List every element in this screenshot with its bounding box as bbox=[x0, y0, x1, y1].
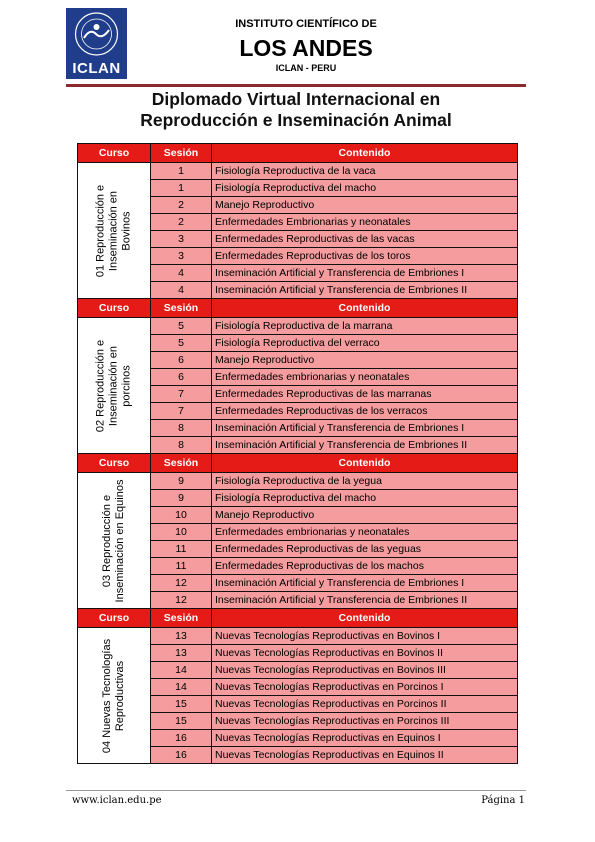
institute-line-1: INSTITUTO CIENTÍFICO DE bbox=[235, 18, 377, 30]
footer-rule bbox=[66, 790, 526, 791]
column-header-sesion: Sesión bbox=[151, 454, 212, 473]
course-name-line: 01 Reproducción e bbox=[94, 184, 107, 277]
program-table bbox=[77, 143, 518, 764]
course-cell bbox=[78, 473, 151, 609]
session-number: 14 bbox=[151, 679, 212, 696]
session-number: 11 bbox=[151, 558, 212, 575]
content-topic: Fisiología Reproductiva de la yegua bbox=[212, 473, 518, 490]
session-number: 9 bbox=[151, 490, 212, 507]
iclan-logo bbox=[66, 8, 127, 79]
logo-text: ICLAN bbox=[72, 60, 121, 77]
content-topic: Fisiología Reproductiva del verraco bbox=[212, 335, 518, 352]
session-number: 10 bbox=[151, 507, 212, 524]
session-number: 4 bbox=[151, 265, 212, 282]
content-topic: Nuevas Tecnologías Reproductivas en Bovinos II bbox=[212, 645, 518, 662]
course-name-line: 04 Nuevas Tecnologías bbox=[101, 638, 113, 753]
session-number: 3 bbox=[151, 248, 212, 265]
course-name bbox=[101, 638, 127, 752]
content-topic: Nuevas Tecnologías Reproductivas en Bovinos III bbox=[212, 662, 518, 679]
content-topic: Nuevas Tecnologías Reproductivas en Porcinos II bbox=[212, 696, 518, 713]
column-header-contenido: Contenido bbox=[212, 144, 518, 163]
content-topic: Nuevas Tecnologías Reproductivas en Bovinos I bbox=[212, 628, 518, 645]
content-topic: Enfermedades Reproductivas de las vacas bbox=[212, 231, 518, 248]
content-topic: Enfermedades Reproductivas de los verracos bbox=[212, 403, 518, 420]
content-topic: Enfermedades Reproductivas de los toros bbox=[212, 248, 518, 265]
session-number: 3 bbox=[151, 231, 212, 248]
content-topic: Enfermedades Reproductivas de las marranas bbox=[212, 386, 518, 403]
course-cell bbox=[78, 318, 151, 454]
table-header-row bbox=[78, 299, 518, 318]
content-topic: Enfermedades Reproductivas de los machos bbox=[212, 558, 518, 575]
content-topic: Nuevas Tecnologías Reproductivas en Porcinos I bbox=[212, 679, 518, 696]
course-name-line: Inseminación en Equinos bbox=[114, 479, 126, 602]
column-header-sesion: Sesión bbox=[151, 299, 212, 318]
content-topic: Inseminación Artificial y Transferencia de Embriones I bbox=[212, 265, 518, 282]
content-topic: Enfermedades embrionarias y neonatales bbox=[212, 524, 518, 541]
content-topic: Manejo Reproductivo bbox=[212, 352, 518, 369]
page-title-line-1: Diplomado Virtual Internacional en bbox=[151, 89, 441, 109]
institute-line-3: ICLAN - PERU bbox=[275, 63, 337, 73]
session-number: 8 bbox=[151, 420, 212, 437]
session-number: 1 bbox=[151, 180, 212, 197]
header-rule bbox=[66, 84, 526, 87]
content-topic: Nuevas Tecnologías Reproductivas en Equinos II bbox=[212, 747, 518, 764]
table-header-row bbox=[78, 144, 518, 163]
session-number: 12 bbox=[151, 575, 212, 592]
course-name-line: porcinos bbox=[120, 364, 133, 407]
content-topic: Enfermedades embrionarias y neonatales bbox=[212, 369, 518, 386]
content-topic: Inseminación Artificial y Transferencia de Embriones II bbox=[212, 282, 518, 299]
session-number: 7 bbox=[151, 403, 212, 420]
table-row bbox=[78, 163, 518, 180]
content-topic: Inseminación Artificial y Transferencia de Embriones II bbox=[212, 592, 518, 609]
session-number: 5 bbox=[151, 318, 212, 335]
session-number: 11 bbox=[151, 541, 212, 558]
content-topic: Fisiología Reproductiva del macho bbox=[212, 490, 518, 507]
session-number: 16 bbox=[151, 747, 212, 764]
content-topic: Fisiología Reproductiva de la vaca bbox=[212, 163, 518, 180]
session-number: 4 bbox=[151, 282, 212, 299]
column-header-sesion: Sesión bbox=[151, 609, 212, 628]
course-name-line: Reproductivas bbox=[114, 660, 126, 731]
session-number: 6 bbox=[151, 369, 212, 386]
table-row bbox=[78, 318, 518, 335]
session-number: 13 bbox=[151, 628, 212, 645]
session-number: 6 bbox=[151, 352, 212, 369]
session-number: 2 bbox=[151, 197, 212, 214]
session-number: 5 bbox=[151, 335, 212, 352]
session-number: 10 bbox=[151, 524, 212, 541]
footer-page-number: Página 1 bbox=[481, 795, 525, 806]
session-number: 16 bbox=[151, 730, 212, 747]
course-name-line: 03 Reproducción e bbox=[101, 494, 113, 587]
column-header-curso: Curso bbox=[78, 299, 151, 318]
content-topic: Inseminación Artificial y Transferencia de Embriones II bbox=[212, 437, 518, 454]
session-number: 14 bbox=[151, 662, 212, 679]
content-topic: Fisiología Reproductiva del macho bbox=[212, 180, 518, 197]
content-topic: Inseminación Artificial y Transferencia de Embriones I bbox=[212, 420, 518, 437]
course-cell bbox=[78, 163, 151, 299]
content-topic: Enfermedades Embrionarias y neonatales bbox=[212, 214, 518, 231]
column-header-contenido: Contenido bbox=[212, 609, 518, 628]
session-number: 2 bbox=[151, 214, 212, 231]
column-header-contenido: Contenido bbox=[212, 454, 518, 473]
session-number: 12 bbox=[151, 592, 212, 609]
session-number: 8 bbox=[151, 437, 212, 454]
column-header-sesion: Sesión bbox=[151, 144, 212, 163]
content-topic: Nuevas Tecnologías Reproductivas en Equinos I bbox=[212, 730, 518, 747]
course-name-line: Inseminación en bbox=[107, 190, 120, 271]
table-row bbox=[78, 628, 518, 645]
session-number: 9 bbox=[151, 473, 212, 490]
session-number: 15 bbox=[151, 713, 212, 730]
column-header-curso: Curso bbox=[78, 454, 151, 473]
session-number: 1 bbox=[151, 163, 212, 180]
content-topic: Enfermedades Reproductivas de las yeguas bbox=[212, 541, 518, 558]
table-header-row bbox=[78, 609, 518, 628]
course-name bbox=[95, 184, 134, 276]
table-header-row bbox=[78, 454, 518, 473]
content-topic: Manejo Reproductivo bbox=[212, 507, 518, 524]
course-cell bbox=[78, 628, 151, 764]
content-topic: Inseminación Artificial y Transferencia de Embriones I bbox=[212, 575, 518, 592]
course-name-line: Bovinos bbox=[120, 210, 133, 251]
column-header-contenido: Contenido bbox=[212, 299, 518, 318]
session-number: 15 bbox=[151, 696, 212, 713]
document-header bbox=[66, 8, 526, 80]
course-name-line: Inseminación en bbox=[107, 345, 120, 426]
footer-url: www.iclan.edu.pe bbox=[72, 795, 162, 806]
content-topic: Fisiología Reproductiva de la marrana bbox=[212, 318, 518, 335]
session-number: 13 bbox=[151, 645, 212, 662]
content-topic: Manejo Reproductivo bbox=[212, 197, 518, 214]
course-name bbox=[95, 339, 134, 431]
course-name-line: 02 Reproducción e bbox=[94, 339, 107, 432]
content-topic: Nuevas Tecnologías Reproductivas en Porcinos III bbox=[212, 713, 518, 730]
table-row bbox=[78, 473, 518, 490]
institute-name: LOS ANDES bbox=[239, 35, 373, 61]
column-header-curso: Curso bbox=[78, 609, 151, 628]
page-title-line-2: Reproducción e Inseminación Animal bbox=[140, 110, 452, 130]
column-header-curso: Curso bbox=[78, 144, 151, 163]
session-number: 7 bbox=[151, 386, 212, 403]
course-name bbox=[101, 479, 127, 602]
